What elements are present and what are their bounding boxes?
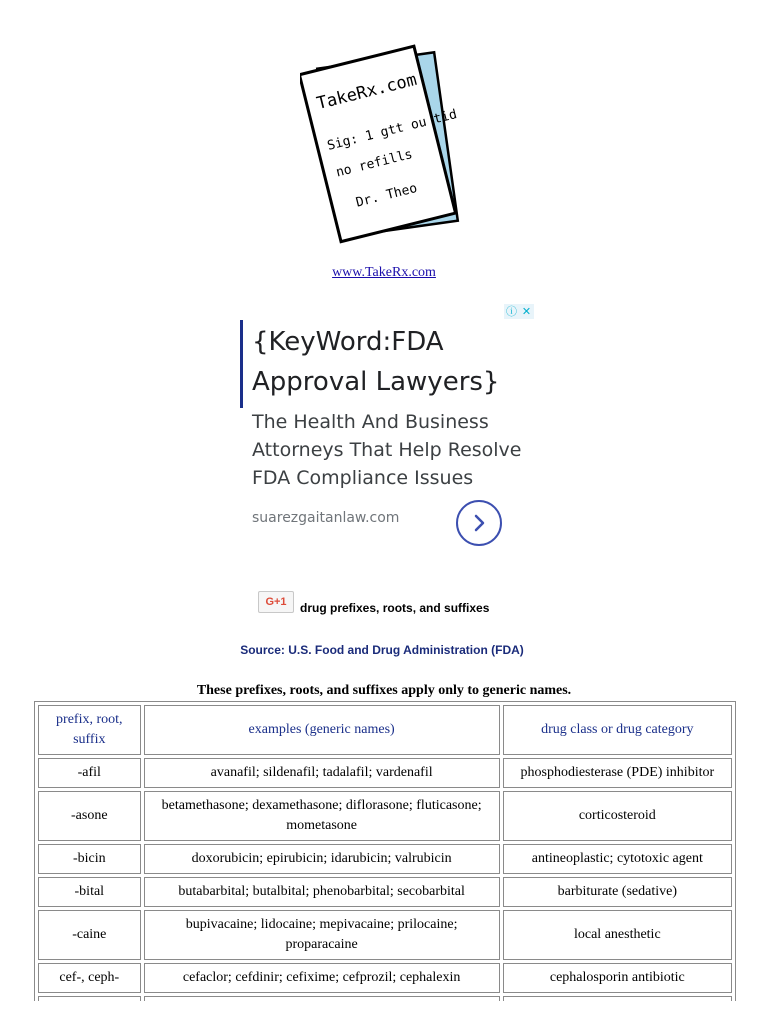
logo-line-2: Sig: 1 gtt ou tid bbox=[325, 107, 459, 154]
table-row bbox=[38, 910, 732, 960]
cell-affix: cef-, ceph- bbox=[38, 963, 141, 993]
cell-affix: -bital bbox=[38, 877, 141, 907]
info-icon[interactable]: ⓘ bbox=[506, 305, 517, 318]
page-title: drug prefixes, roots, and suffixes bbox=[300, 601, 490, 615]
cell-class: phosphodiesterase (PDE) inhibitor bbox=[503, 758, 732, 788]
cell-class: antineoplastic; cytotoxic agent bbox=[503, 844, 732, 874]
site-link[interactable]: www.TakeRx.com bbox=[332, 265, 436, 280]
cell-examples: avanafil; sildenafil; tadalafil; vardenafil bbox=[144, 758, 500, 788]
cell-affix bbox=[38, 996, 141, 1001]
cell-affix: -caine bbox=[38, 910, 141, 960]
cell-examples bbox=[144, 996, 500, 1001]
cell-affix: -bicin bbox=[38, 844, 141, 874]
ad-unit[interactable] bbox=[236, 302, 536, 562]
source-link[interactable]: Source: U.S. Food and Drug Administration (FDA) bbox=[240, 643, 524, 657]
header-drug-class: drug class or drug category bbox=[503, 705, 732, 755]
site-link-row bbox=[0, 265, 768, 281]
table-row bbox=[38, 791, 732, 841]
table-row bbox=[38, 758, 732, 788]
header-prefix: prefix, root, suffix bbox=[38, 705, 141, 755]
cell-class: local anesthetic bbox=[503, 910, 732, 960]
table-row bbox=[38, 996, 732, 1001]
header-examples: examples (generic names) bbox=[144, 705, 500, 755]
ad-description: The Health And Business Attorneys That Help Resolve FDA Compliance Issues bbox=[252, 411, 522, 489]
cell-affix: -asone bbox=[38, 791, 141, 841]
logo-line-1: TakeRx.com bbox=[314, 69, 419, 115]
ad-badges bbox=[504, 304, 534, 319]
cell-examples: cefaclor; cefdinir; cefixime; cefprozil; cephalexin bbox=[144, 963, 500, 993]
takerx-logo bbox=[300, 36, 470, 246]
ad-accent-bar bbox=[240, 320, 243, 408]
ad-arrow-button[interactable] bbox=[456, 500, 502, 546]
cell-examples: betamethasone; dexamethasone; diflorasone; fluticasone; mometasone bbox=[144, 791, 500, 841]
table-header-row bbox=[38, 705, 732, 755]
cell-class: corticosteroid bbox=[503, 791, 732, 841]
ad-headline[interactable]: {KeyWord:FDA Approval Lawyers} bbox=[252, 327, 500, 397]
cell-class bbox=[503, 996, 732, 1001]
table-row bbox=[38, 844, 732, 874]
logo-line-4: Dr. Theo bbox=[354, 180, 419, 211]
cell-examples: bupivacaine; lidocaine; mepivacaine; prilocaine; proparacaine bbox=[144, 910, 500, 960]
drug-table-container bbox=[34, 701, 736, 1001]
cell-examples: doxorubicin; epirubicin; idarubicin; valrubicin bbox=[144, 844, 500, 874]
cell-class: cephalosporin antibiotic bbox=[503, 963, 732, 993]
table-note: These prefixes, roots, and suffixes apply only to generic names. bbox=[196, 683, 572, 698]
table-row bbox=[38, 963, 732, 993]
gplus-button[interactable]: G+1 bbox=[258, 591, 294, 613]
drug-affix-table bbox=[34, 701, 736, 1001]
chevron-right-icon bbox=[469, 513, 489, 533]
cell-class: barbiturate (sedative) bbox=[503, 877, 732, 907]
logo-line-3: no refills bbox=[334, 147, 415, 181]
cell-examples: butabarbital; butalbital; phenobarbital; secobarbital bbox=[144, 877, 500, 907]
cell-affix: -afil bbox=[38, 758, 141, 788]
table-row bbox=[38, 877, 732, 907]
close-icon[interactable]: ✕ bbox=[519, 304, 534, 319]
ad-url[interactable]: suarezgaitanlaw.com bbox=[252, 510, 400, 526]
